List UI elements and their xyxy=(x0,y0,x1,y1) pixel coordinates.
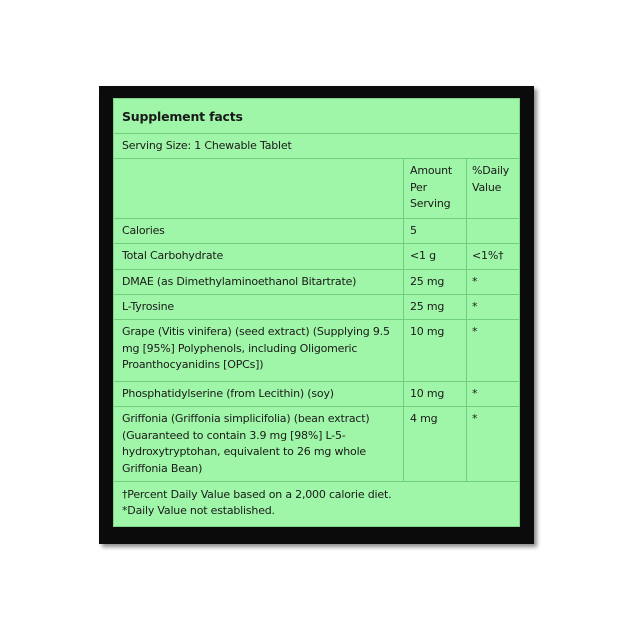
nutrient-name: Grape (Vitis vinifera) (seed extract) (Supplying 9.5 mg [95%] Polyphenols, including Oligomeric Proanthocyanidins [OPCs]) xyxy=(122,325,390,371)
nutrient-dv: * xyxy=(472,325,478,338)
footnote-not-established: *Daily Value not established. xyxy=(122,504,275,517)
nutrient-amount: 10 mg xyxy=(410,325,445,338)
table-row xyxy=(114,294,519,320)
nutrient-name: L-Tyrosine xyxy=(122,300,174,313)
serving-size: Serving Size: 1 Chewable Tablet xyxy=(122,139,292,152)
nutrient-dv: <1%† xyxy=(472,249,504,262)
nutrient-dv: * xyxy=(472,412,478,425)
footnote-dv: †Percent Daily Value based on a 2,000 calorie diet. xyxy=(122,488,392,501)
nutrient-amount: 4 mg xyxy=(410,412,438,425)
nutrient-name: Calories xyxy=(122,224,165,237)
nutrient-name: Phosphatidylserine (from Lecithin) (soy) xyxy=(122,387,334,400)
nutrient-dv: * xyxy=(472,387,478,400)
nutrient-amount: 10 mg xyxy=(410,387,445,400)
nutrient-name: DMAE (as Dimethylaminoethanol Bitartrate) xyxy=(122,275,357,288)
panel-title: Supplement facts xyxy=(122,109,243,124)
table-row xyxy=(114,406,519,482)
nutrient-amount: 5 xyxy=(410,224,417,237)
table-row xyxy=(114,381,519,407)
table-row xyxy=(114,269,519,295)
nutrient-name: Griffonia (Griffonia simplicifolia) (bean extract) (Guaranteed to contain 3.9 mg [98%] L-5-hydroxytryptohan, equivalent to 26 mg whole Griffonia Bean) xyxy=(122,412,370,475)
nutrient-name: Total Carbohydrate xyxy=(122,249,224,262)
header-row xyxy=(114,158,519,219)
table-row xyxy=(114,319,519,382)
nutrient-dv: * xyxy=(472,300,478,313)
nutrient-dv: * xyxy=(472,275,478,288)
nutrient-amount: 25 mg xyxy=(410,300,445,313)
footnotes xyxy=(114,481,519,527)
nutrient-amount: 25 mg xyxy=(410,275,445,288)
daily-value-header: %Daily Value xyxy=(472,164,510,194)
table-row xyxy=(114,218,519,244)
serving-size-row xyxy=(114,133,519,159)
supplement-facts-panel xyxy=(113,98,520,527)
nutrient-amount: <1 g xyxy=(410,249,436,262)
amount-header: Amount Per Serving xyxy=(410,164,453,210)
table-row xyxy=(114,243,519,270)
